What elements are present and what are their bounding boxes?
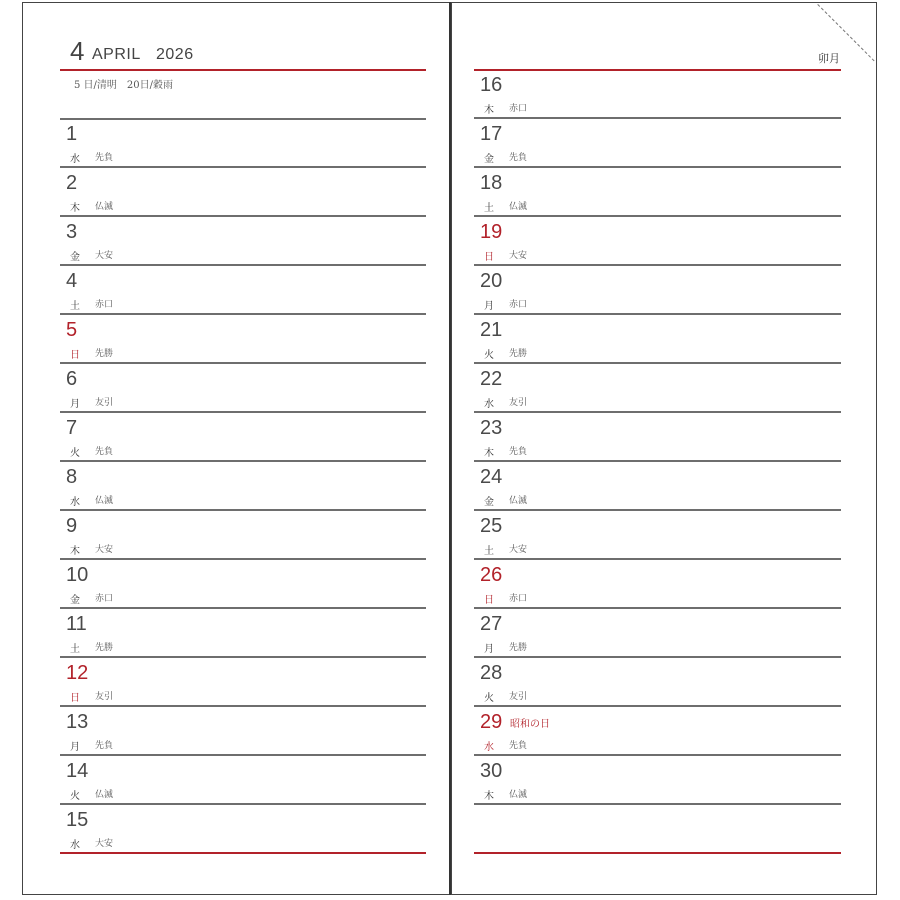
day-number: 1 [66,123,78,145]
day-row [474,462,841,511]
rokuyo-label: 友引 [509,692,528,702]
rokuyo-label: 友引 [509,398,528,408]
rokuyo-label: 仏滅 [509,790,528,800]
weekday-label: 日 [70,693,80,704]
rokuyo-label: 先負 [509,447,528,457]
day-number: 13 [66,711,89,733]
weekday-label: 土 [70,644,80,655]
weekday-label: 月 [484,644,494,655]
rokuyo-label: 大安 [509,251,528,261]
right-day-column [474,70,841,805]
weekday-label: 金 [484,154,494,165]
weekday-label: 金 [70,595,80,606]
day-row [474,168,841,217]
old-month-name: 卯月 [818,53,840,65]
top-rule-left [60,118,426,120]
weekday-label: 木 [484,105,494,116]
rokuyo-label: 赤口 [95,300,114,310]
weekday-label: 水 [70,154,80,165]
day-number: 7 [66,417,78,439]
day-number: 3 [66,221,78,243]
weekday-label: 木 [70,203,80,214]
weekday-label: 木 [484,791,494,802]
day-row [474,511,841,560]
day-number: 30 [480,760,503,782]
day-row [474,658,841,707]
weekday-label: 土 [484,203,494,214]
day-row [474,266,841,315]
rokuyo-label: 先負 [509,741,528,751]
day-number: 29 [480,711,503,733]
day-row [474,315,841,364]
day-number: 9 [66,515,78,537]
day-number: 16 [480,74,503,96]
day-number: 6 [66,368,78,390]
center-fold [449,2,451,895]
rokuyo-label: 赤口 [95,594,114,604]
weekday-label: 日 [70,350,80,361]
weekday-label: 日 [484,252,494,263]
bottom-rule-left [60,852,426,854]
month-number: 4 [70,36,85,66]
weekday-label: 金 [484,497,494,508]
day-row [60,168,426,217]
rokuyo-label: 仏滅 [509,202,528,212]
header-rule-left [60,69,426,71]
day-number: 15 [66,809,89,831]
weekday-label: 水 [484,742,494,753]
rokuyo-label: 先勝 [509,349,528,359]
weekday-label: 水 [70,840,80,851]
weekday-label: 水 [484,399,494,410]
day-row [474,756,841,805]
rokuyo-label: 赤口 [509,594,528,604]
day-row [60,266,426,315]
weekday-label: 火 [70,448,80,459]
day-number: 10 [66,564,89,586]
rokuyo-label: 先勝 [95,349,114,359]
rokuyo-label: 友引 [95,692,114,702]
day-row [60,119,426,168]
rokuyo-label: 先負 [509,153,528,163]
weekday-label: 木 [484,448,494,459]
day-number: 14 [66,760,89,782]
rokuyo-label: 大安 [95,251,114,261]
day-number: 19 [480,221,503,243]
year: 2026 [156,46,194,63]
weekday-label: 土 [70,301,80,312]
day-number: 18 [480,172,503,194]
rokuyo-label: 仏滅 [95,202,114,212]
day-number: 4 [66,270,78,292]
day-row [60,462,426,511]
day-number: 20 [480,270,503,292]
weekday-label: 月 [70,742,80,753]
day-row [474,217,841,266]
day-row [474,707,841,756]
rokuyo-label: 仏滅 [95,790,114,800]
day-number: 5 [66,319,78,341]
rokuyo-label: 赤口 [509,104,528,114]
day-number: 11 [66,613,87,635]
day-row [474,119,841,168]
day-number: 25 [480,515,503,537]
day-row [474,413,841,462]
day-row [474,364,841,413]
rokuyo-label: 仏滅 [509,496,528,506]
day-number: 22 [480,368,503,390]
day-number: 26 [480,564,503,586]
weekday-label: 火 [70,791,80,802]
day-row [60,756,426,805]
rokuyo-label: 大安 [509,545,528,555]
day-row [60,413,426,462]
rokuyo-label: 仏滅 [95,496,114,506]
day-row [60,315,426,364]
month-name: APRIL [92,46,141,63]
day-number: 17 [480,123,503,145]
day-number: 21 [480,319,503,341]
day-row [474,560,841,609]
weekday-label: 日 [484,595,494,606]
rokuyo-label: 先負 [95,741,114,751]
holiday-label: 昭和の日 [510,719,550,730]
bottom-rule-right [474,852,841,854]
day-row [60,364,426,413]
day-row [60,658,426,707]
rokuyo-label: 大安 [95,839,114,849]
weekday-label: 火 [484,350,494,361]
day-number: 27 [480,613,503,635]
weekday-label: 水 [70,497,80,508]
day-row [60,217,426,266]
rokuyo-label: 先勝 [509,643,528,653]
day-number: 28 [480,662,503,684]
day-row [60,560,426,609]
day-row [60,805,426,854]
day-row [474,70,841,119]
day-row [60,511,426,560]
weekday-label: 月 [70,399,80,410]
day-row [474,609,841,658]
day-row [60,609,426,658]
rokuyo-label: 友引 [95,398,114,408]
rokuyo-label: 先負 [95,153,114,163]
weekday-label: 木 [70,546,80,557]
rokuyo-label: 先勝 [95,643,114,653]
day-row [60,707,426,756]
day-number: 24 [480,466,503,488]
day-number: 2 [66,172,78,194]
weekday-label: 火 [484,693,494,704]
rokuyo-label: 先負 [95,447,114,457]
rokuyo-label: 赤口 [509,300,528,310]
weekday-label: 月 [484,301,494,312]
day-number: 12 [66,662,89,684]
weekday-label: 土 [484,546,494,557]
month-header [60,36,426,70]
day-number: 8 [66,466,78,488]
left-day-column [60,119,426,854]
solar-terms-note: 5 日/清明 20日/穀雨 [74,80,174,91]
weekday-label: 金 [70,252,80,263]
rokuyo-label: 大安 [95,545,114,555]
day-number: 23 [480,417,503,439]
